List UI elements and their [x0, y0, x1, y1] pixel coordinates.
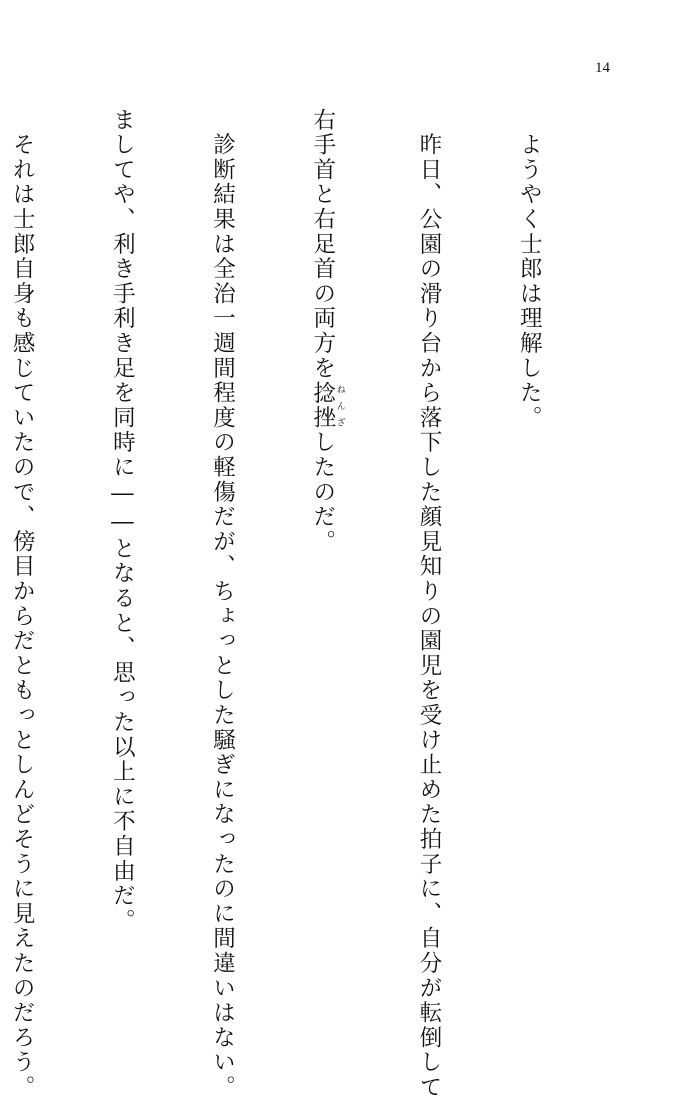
furigana-base: 捻挫: [309, 380, 336, 431]
text-line-2: 昨日、公園の滑り台から落下した顔見知りの園児を受け止めた拍子に、自分が転倒して: [415, 108, 442, 1100]
text-line-3: [305, 108, 344, 968]
text-line-3-start: 右手首と右足首の両方を: [309, 108, 336, 381]
furigana-reading: ねんざ: [334, 380, 345, 431]
text-line-4: 診断結果は全治一週間程度の軽傷だが、ちょっとした騒ぎになったのに間違いはない。: [209, 108, 236, 1100]
text-line-6: それは士郎自身も感じていたので、傍目からだともっとしんどそうに見えたのだろう。: [9, 108, 36, 1100]
text-line-5: ましてや、利き手利き足を同時に――となると、思った以上に不自由だ。: [109, 108, 136, 934]
text-line-1: ようやく士郎は理解した。: [516, 108, 543, 431]
text-line-3-end: したのだ。: [309, 430, 336, 555]
page-number: 14: [595, 60, 610, 76]
furigana-word: [309, 380, 345, 431]
body-text: [0, 108, 612, 1100]
